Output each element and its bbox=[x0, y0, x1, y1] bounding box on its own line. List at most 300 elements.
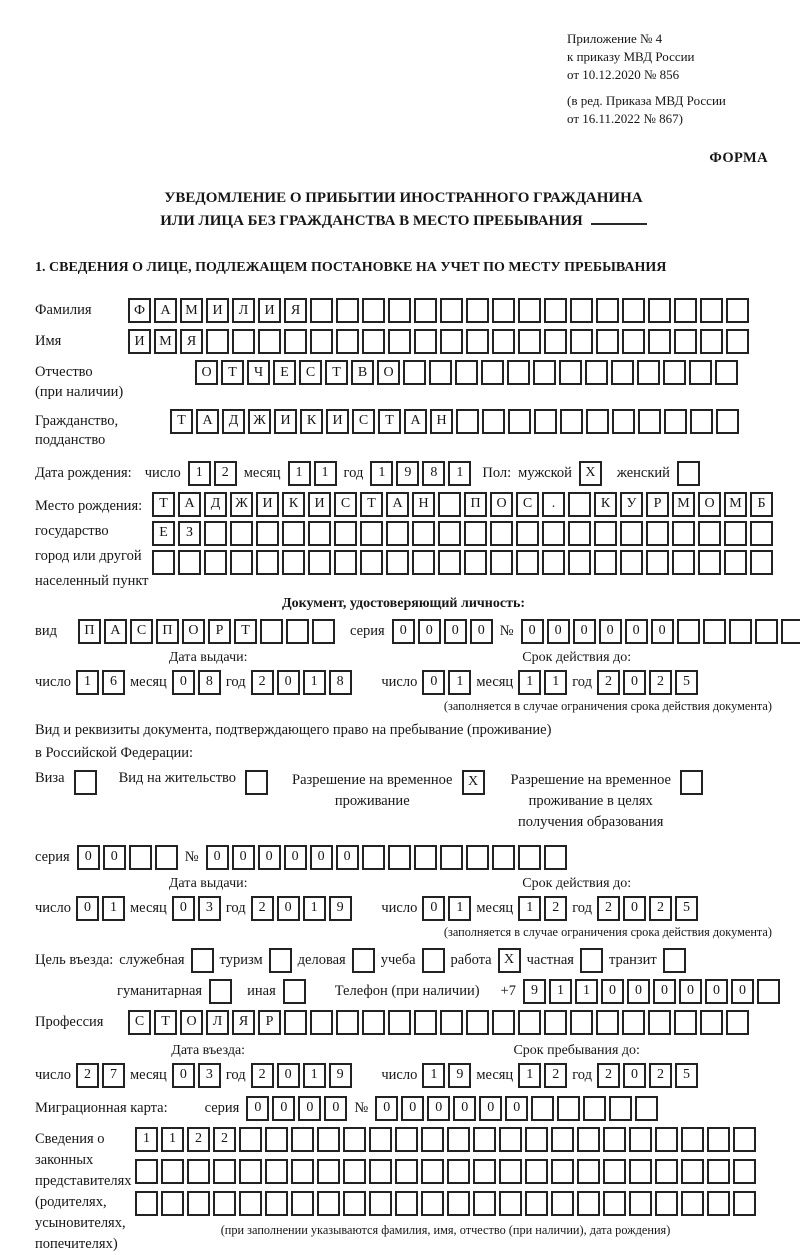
surname-cell-3[interactable]: М bbox=[180, 298, 203, 323]
legal-row2-cell-19[interactable] bbox=[603, 1159, 626, 1184]
birthplace-row3-cell-7[interactable] bbox=[308, 550, 331, 575]
surname-cell-7[interactable]: Я bbox=[284, 298, 307, 323]
entry-month-cell-2[interactable]: 3 bbox=[198, 1063, 221, 1088]
mig-number-cell-3[interactable]: 0 bbox=[427, 1096, 450, 1121]
birthplace-row2-cell-23[interactable] bbox=[724, 521, 747, 546]
doc-number-cell-7[interactable] bbox=[677, 619, 700, 644]
surname-cell-18[interactable] bbox=[570, 298, 593, 323]
doc-issue-year-cell-4[interactable]: 8 bbox=[329, 670, 352, 695]
legal-row3-cell-21[interactable] bbox=[655, 1191, 678, 1216]
doc-kind-cell-10[interactable] bbox=[312, 619, 335, 644]
profession-cell-10[interactable] bbox=[362, 1010, 385, 1035]
phone-number-cell-6[interactable]: 0 bbox=[653, 979, 676, 1004]
birthplace-row2-cell-10[interactable] bbox=[386, 521, 409, 546]
stay-year-cell-3[interactable]: 2 bbox=[649, 1063, 672, 1088]
legal-row2-cell-21[interactable] bbox=[655, 1159, 678, 1184]
legal-row1-cell-21[interactable] bbox=[655, 1127, 678, 1152]
legal-row1-cell-23[interactable] bbox=[707, 1127, 730, 1152]
legal-row3-cell-2[interactable] bbox=[161, 1191, 184, 1216]
temp-residence-education-checkbox[interactable] bbox=[680, 770, 703, 795]
legal-row1-cell-16[interactable] bbox=[525, 1127, 548, 1152]
birthplace-row1-cell-16[interactable]: . bbox=[542, 492, 565, 517]
legal-row2-cell-1[interactable] bbox=[135, 1159, 158, 1184]
doc-issue-day-cell-2[interactable]: 6 bbox=[102, 670, 125, 695]
doc-issue-year-cell-2[interactable]: 0 bbox=[277, 670, 300, 695]
legal-row2-cell-11[interactable] bbox=[395, 1159, 418, 1184]
stay-year-cell-1[interactable]: 2 bbox=[597, 1063, 620, 1088]
permit-number-cell-2[interactable]: 0 bbox=[232, 845, 255, 870]
legal-row2-cell-23[interactable] bbox=[707, 1159, 730, 1184]
given-name-cell-22[interactable] bbox=[674, 329, 697, 354]
temp-residence-checkbox[interactable]: X bbox=[462, 770, 485, 795]
birthplace-row1-cell-20[interactable]: Р bbox=[646, 492, 669, 517]
birthplace-row2-cell-18[interactable] bbox=[594, 521, 617, 546]
purpose-business-checkbox[interactable] bbox=[352, 948, 375, 973]
surname-cell-23[interactable] bbox=[700, 298, 723, 323]
citizenship-cell-1[interactable]: Т bbox=[170, 409, 193, 434]
profession-cell-7[interactable] bbox=[284, 1010, 307, 1035]
legal-row3-cell-17[interactable] bbox=[551, 1191, 574, 1216]
legal-row1-cell-12[interactable] bbox=[421, 1127, 444, 1152]
birthplace-row3-cell-23[interactable] bbox=[724, 550, 747, 575]
patronymic-cell-15[interactable] bbox=[559, 360, 582, 385]
birthplace-row1-cell-15[interactable]: С bbox=[516, 492, 539, 517]
given-name-cell-12[interactable] bbox=[414, 329, 437, 354]
citizenship-cell-7[interactable]: И bbox=[326, 409, 349, 434]
patronymic-cell-16[interactable] bbox=[585, 360, 608, 385]
citizenship-cell-15[interactable] bbox=[534, 409, 557, 434]
birthplace-row1-cell-5[interactable]: И bbox=[256, 492, 279, 517]
doc-series-cell-1[interactable]: 0 bbox=[392, 619, 415, 644]
given-name-cell-15[interactable] bbox=[492, 329, 515, 354]
permit-series-cell-1[interactable]: 0 bbox=[77, 845, 100, 870]
profession-cell-1[interactable]: С bbox=[128, 1010, 151, 1035]
permit-valid-month-cell-1[interactable]: 1 bbox=[518, 896, 541, 921]
purpose-humanitarian-checkbox[interactable] bbox=[209, 979, 232, 1004]
permit-issue-month-cell-1[interactable]: 0 bbox=[172, 896, 195, 921]
stay-day-cell-1[interactable]: 1 bbox=[422, 1063, 445, 1088]
given-name-cell-23[interactable] bbox=[700, 329, 723, 354]
permit-valid-day-cell-1[interactable]: 0 bbox=[422, 896, 445, 921]
entry-year-cell-3[interactable]: 1 bbox=[303, 1063, 326, 1088]
birthplace-row2-cell-3[interactable] bbox=[204, 521, 227, 546]
permit-issue-day-cell-2[interactable]: 1 bbox=[102, 896, 125, 921]
citizenship-cell-21[interactable] bbox=[690, 409, 713, 434]
given-name-cell-18[interactable] bbox=[570, 329, 593, 354]
birthplace-row2-cell-16[interactable] bbox=[542, 521, 565, 546]
mig-number-cell-5[interactable]: 0 bbox=[479, 1096, 502, 1121]
purpose-tourism-checkbox[interactable] bbox=[269, 948, 292, 973]
doc-kind-cell-2[interactable]: А bbox=[104, 619, 127, 644]
legal-row1-cell-14[interactable] bbox=[473, 1127, 496, 1152]
surname-cell-9[interactable] bbox=[336, 298, 359, 323]
legal-row2-cell-15[interactable] bbox=[499, 1159, 522, 1184]
legal-row2-cell-8[interactable] bbox=[317, 1159, 340, 1184]
doc-number-cell-11[interactable] bbox=[781, 619, 800, 644]
legal-row3-cell-14[interactable] bbox=[473, 1191, 496, 1216]
mig-number-cell-1[interactable]: 0 bbox=[375, 1096, 398, 1121]
legal-row3-cell-19[interactable] bbox=[603, 1191, 626, 1216]
surname-cell-5[interactable]: Л bbox=[232, 298, 255, 323]
doc-issue-year-cell-1[interactable]: 2 bbox=[251, 670, 274, 695]
doc-kind-cell-1[interactable]: П bbox=[78, 619, 101, 644]
given-name-cell-1[interactable]: И bbox=[128, 329, 151, 354]
citizenship-cell-8[interactable]: С bbox=[352, 409, 375, 434]
legal-row2-cell-18[interactable] bbox=[577, 1159, 600, 1184]
surname-cell-22[interactable] bbox=[674, 298, 697, 323]
stay-day-cell-2[interactable]: 9 bbox=[448, 1063, 471, 1088]
citizenship-cell-2[interactable]: А bbox=[196, 409, 219, 434]
birthplace-row2-cell-2[interactable]: З bbox=[178, 521, 201, 546]
patronymic-cell-3[interactable]: Ч bbox=[247, 360, 270, 385]
citizenship-cell-3[interactable]: Д bbox=[222, 409, 245, 434]
birthplace-row2-cell-15[interactable] bbox=[516, 521, 539, 546]
profession-cell-22[interactable] bbox=[674, 1010, 697, 1035]
given-name-cell-13[interactable] bbox=[440, 329, 463, 354]
mig-series-cell-4[interactable]: 0 bbox=[324, 1096, 347, 1121]
given-name-cell-8[interactable] bbox=[310, 329, 333, 354]
doc-valid-year-cell-1[interactable]: 2 bbox=[597, 670, 620, 695]
doc-kind-cell-7[interactable]: Т bbox=[234, 619, 257, 644]
legal-row3-cell-11[interactable] bbox=[395, 1191, 418, 1216]
legal-row3-cell-4[interactable] bbox=[213, 1191, 236, 1216]
birthplace-row1-cell-6[interactable]: К bbox=[282, 492, 305, 517]
birthplace-row2-cell-22[interactable] bbox=[698, 521, 721, 546]
birth-year-cell-2[interactable]: 9 bbox=[396, 461, 419, 486]
profession-cell-13[interactable] bbox=[440, 1010, 463, 1035]
patronymic-cell-6[interactable]: Т bbox=[325, 360, 348, 385]
birthplace-row1-cell-9[interactable]: Т bbox=[360, 492, 383, 517]
stay-year-cell-2[interactable]: 0 bbox=[623, 1063, 646, 1088]
birthplace-row2-cell-1[interactable]: Е bbox=[152, 521, 175, 546]
legal-row1-cell-5[interactable] bbox=[239, 1127, 262, 1152]
stay-month-cell-1[interactable]: 1 bbox=[518, 1063, 541, 1088]
birthplace-row1-cell-13[interactable]: П bbox=[464, 492, 487, 517]
given-name-cell-17[interactable] bbox=[544, 329, 567, 354]
permit-series-cell-3[interactable] bbox=[129, 845, 152, 870]
phone-number-cell-5[interactable]: 0 bbox=[627, 979, 650, 1004]
profession-cell-4[interactable]: Л bbox=[206, 1010, 229, 1035]
phone-number-cell-8[interactable]: 0 bbox=[705, 979, 728, 1004]
citizenship-cell-11[interactable]: Н bbox=[430, 409, 453, 434]
legal-row1-cell-20[interactable] bbox=[629, 1127, 652, 1152]
birthplace-row2-cell-7[interactable] bbox=[308, 521, 331, 546]
surname-cell-11[interactable] bbox=[388, 298, 411, 323]
given-name-cell-10[interactable] bbox=[362, 329, 385, 354]
doc-number-cell-5[interactable]: 0 bbox=[625, 619, 648, 644]
legal-row2-cell-12[interactable] bbox=[421, 1159, 444, 1184]
citizenship-cell-13[interactable] bbox=[482, 409, 505, 434]
birthplace-row3-cell-5[interactable] bbox=[256, 550, 279, 575]
legal-row1-cell-8[interactable] bbox=[317, 1127, 340, 1152]
profession-cell-9[interactable] bbox=[336, 1010, 359, 1035]
patronymic-cell-17[interactable] bbox=[611, 360, 634, 385]
legal-row2-cell-7[interactable] bbox=[291, 1159, 314, 1184]
birthplace-row3-cell-6[interactable] bbox=[282, 550, 305, 575]
doc-kind-cell-9[interactable] bbox=[286, 619, 309, 644]
profession-cell-6[interactable]: Р bbox=[258, 1010, 281, 1035]
legal-row1-cell-1[interactable]: 1 bbox=[135, 1127, 158, 1152]
patronymic-cell-10[interactable] bbox=[429, 360, 452, 385]
citizenship-cell-6[interactable]: К bbox=[300, 409, 323, 434]
legal-row3-cell-5[interactable] bbox=[239, 1191, 262, 1216]
legal-row1-cell-13[interactable] bbox=[447, 1127, 470, 1152]
profession-cell-2[interactable]: Т bbox=[154, 1010, 177, 1035]
legal-row3-cell-1[interactable] bbox=[135, 1191, 158, 1216]
mig-number-cell-10[interactable] bbox=[609, 1096, 632, 1121]
surname-cell-4[interactable]: И bbox=[206, 298, 229, 323]
surname-cell-15[interactable] bbox=[492, 298, 515, 323]
doc-kind-cell-4[interactable]: П bbox=[156, 619, 179, 644]
sex-female-checkbox[interactable] bbox=[677, 461, 700, 486]
birth-year-cell-1[interactable]: 1 bbox=[370, 461, 393, 486]
profession-cell-23[interactable] bbox=[700, 1010, 723, 1035]
birthplace-row3-cell-9[interactable] bbox=[360, 550, 383, 575]
birthplace-row2-cell-11[interactable] bbox=[412, 521, 435, 546]
surname-cell-20[interactable] bbox=[622, 298, 645, 323]
given-name-cell-11[interactable] bbox=[388, 329, 411, 354]
mig-series-cell-1[interactable]: 0 bbox=[246, 1096, 269, 1121]
permit-number-cell-8[interactable] bbox=[388, 845, 411, 870]
entry-year-cell-4[interactable]: 9 bbox=[329, 1063, 352, 1088]
birthplace-row1-cell-24[interactable]: Б bbox=[750, 492, 773, 517]
legal-row3-cell-18[interactable] bbox=[577, 1191, 600, 1216]
given-name-cell-19[interactable] bbox=[596, 329, 619, 354]
birthplace-row3-cell-16[interactable] bbox=[542, 550, 565, 575]
birthplace-row3-cell-17[interactable] bbox=[568, 550, 591, 575]
permit-issue-year-cell-1[interactable]: 2 bbox=[251, 896, 274, 921]
birthplace-row1-cell-12[interactable] bbox=[438, 492, 461, 517]
birthplace-row1-cell-1[interactable]: Т bbox=[152, 492, 175, 517]
patronymic-cell-19[interactable] bbox=[663, 360, 686, 385]
surname-cell-1[interactable]: Ф bbox=[128, 298, 151, 323]
birthplace-row3-cell-1[interactable] bbox=[152, 550, 175, 575]
mig-series-cell-2[interactable]: 0 bbox=[272, 1096, 295, 1121]
profession-cell-18[interactable] bbox=[570, 1010, 593, 1035]
doc-number-cell-4[interactable]: 0 bbox=[599, 619, 622, 644]
legal-row3-cell-23[interactable] bbox=[707, 1191, 730, 1216]
patronymic-cell-9[interactable] bbox=[403, 360, 426, 385]
permit-series-cell-4[interactable] bbox=[155, 845, 178, 870]
doc-number-cell-9[interactable] bbox=[729, 619, 752, 644]
phone-number-cell-3[interactable]: 1 bbox=[575, 979, 598, 1004]
permit-number-cell-7[interactable] bbox=[362, 845, 385, 870]
legal-row2-cell-5[interactable] bbox=[239, 1159, 262, 1184]
birthplace-row1-cell-23[interactable]: М bbox=[724, 492, 747, 517]
legal-row1-cell-7[interactable] bbox=[291, 1127, 314, 1152]
doc-series-cell-2[interactable]: 0 bbox=[418, 619, 441, 644]
citizenship-cell-20[interactable] bbox=[664, 409, 687, 434]
permit-issue-day-cell-1[interactable]: 0 bbox=[76, 896, 99, 921]
profession-cell-16[interactable] bbox=[518, 1010, 541, 1035]
given-name-cell-6[interactable] bbox=[258, 329, 281, 354]
permit-number-cell-5[interactable]: 0 bbox=[310, 845, 333, 870]
patronymic-cell-7[interactable]: В bbox=[351, 360, 374, 385]
profession-cell-20[interactable] bbox=[622, 1010, 645, 1035]
birthplace-row2-cell-21[interactable] bbox=[672, 521, 695, 546]
permit-number-cell-14[interactable] bbox=[544, 845, 567, 870]
birthplace-row1-cell-17[interactable] bbox=[568, 492, 591, 517]
patronymic-cell-20[interactable] bbox=[689, 360, 712, 385]
legal-row1-cell-18[interactable] bbox=[577, 1127, 600, 1152]
citizenship-cell-9[interactable]: Т bbox=[378, 409, 401, 434]
legal-row3-cell-3[interactable] bbox=[187, 1191, 210, 1216]
birthplace-row2-cell-9[interactable] bbox=[360, 521, 383, 546]
purpose-private-checkbox[interactable] bbox=[580, 948, 603, 973]
legal-row2-cell-16[interactable] bbox=[525, 1159, 548, 1184]
citizenship-cell-14[interactable] bbox=[508, 409, 531, 434]
surname-cell-12[interactable] bbox=[414, 298, 437, 323]
entry-day-cell-2[interactable]: 7 bbox=[102, 1063, 125, 1088]
birthplace-row2-cell-4[interactable] bbox=[230, 521, 253, 546]
patronymic-cell-5[interactable]: С bbox=[299, 360, 322, 385]
given-name-cell-2[interactable]: М bbox=[154, 329, 177, 354]
phone-number-cell-7[interactable]: 0 bbox=[679, 979, 702, 1004]
given-name-cell-4[interactable] bbox=[206, 329, 229, 354]
mig-number-cell-2[interactable]: 0 bbox=[401, 1096, 424, 1121]
birthplace-row3-cell-13[interactable] bbox=[464, 550, 487, 575]
legal-row1-cell-6[interactable] bbox=[265, 1127, 288, 1152]
stay-year-cell-4[interactable]: 5 bbox=[675, 1063, 698, 1088]
birthplace-row2-cell-24[interactable] bbox=[750, 521, 773, 546]
legal-row2-cell-4[interactable] bbox=[213, 1159, 236, 1184]
purpose-official-checkbox[interactable] bbox=[191, 948, 214, 973]
patronymic-cell-18[interactable] bbox=[637, 360, 660, 385]
given-name-cell-3[interactable]: Я bbox=[180, 329, 203, 354]
doc-series-cell-3[interactable]: 0 bbox=[444, 619, 467, 644]
birthplace-row2-cell-14[interactable] bbox=[490, 521, 513, 546]
permit-issue-year-cell-2[interactable]: 0 bbox=[277, 896, 300, 921]
legal-row1-cell-22[interactable] bbox=[681, 1127, 704, 1152]
doc-issue-year-cell-3[interactable]: 1 bbox=[303, 670, 326, 695]
birthplace-row1-cell-7[interactable]: И bbox=[308, 492, 331, 517]
entry-year-cell-1[interactable]: 2 bbox=[251, 1063, 274, 1088]
permit-valid-month-cell-2[interactable]: 2 bbox=[544, 896, 567, 921]
doc-number-cell-10[interactable] bbox=[755, 619, 778, 644]
profession-cell-12[interactable] bbox=[414, 1010, 437, 1035]
phone-number-cell-1[interactable]: 9 bbox=[523, 979, 546, 1004]
birthplace-row1-cell-22[interactable]: О bbox=[698, 492, 721, 517]
profession-cell-3[interactable]: О bbox=[180, 1010, 203, 1035]
legal-row2-cell-10[interactable] bbox=[369, 1159, 392, 1184]
surname-cell-16[interactable] bbox=[518, 298, 541, 323]
birthplace-row3-cell-18[interactable] bbox=[594, 550, 617, 575]
doc-kind-cell-8[interactable] bbox=[260, 619, 283, 644]
purpose-transit-checkbox[interactable] bbox=[663, 948, 686, 973]
birthplace-row3-cell-14[interactable] bbox=[490, 550, 513, 575]
doc-valid-day-cell-2[interactable]: 1 bbox=[448, 670, 471, 695]
birthplace-row1-cell-21[interactable]: М bbox=[672, 492, 695, 517]
birthplace-row1-cell-3[interactable]: Д bbox=[204, 492, 227, 517]
permit-issue-year-cell-3[interactable]: 1 bbox=[303, 896, 326, 921]
birthplace-row2-cell-19[interactable] bbox=[620, 521, 643, 546]
surname-cell-17[interactable] bbox=[544, 298, 567, 323]
legal-row3-cell-9[interactable] bbox=[343, 1191, 366, 1216]
legal-row2-cell-20[interactable] bbox=[629, 1159, 652, 1184]
birthplace-row1-cell-14[interactable]: О bbox=[490, 492, 513, 517]
mig-number-cell-8[interactable] bbox=[557, 1096, 580, 1121]
doc-issue-month-cell-1[interactable]: 0 bbox=[172, 670, 195, 695]
doc-number-cell-1[interactable]: 0 bbox=[521, 619, 544, 644]
legal-row1-cell-3[interactable]: 2 bbox=[187, 1127, 210, 1152]
legal-row2-cell-17[interactable] bbox=[551, 1159, 574, 1184]
patronymic-cell-21[interactable] bbox=[715, 360, 738, 385]
legal-row3-cell-10[interactable] bbox=[369, 1191, 392, 1216]
doc-number-cell-2[interactable]: 0 bbox=[547, 619, 570, 644]
birthplace-row2-cell-8[interactable] bbox=[334, 521, 357, 546]
permit-issue-year-cell-4[interactable]: 9 bbox=[329, 896, 352, 921]
birth-month-cell-2[interactable]: 1 bbox=[314, 461, 337, 486]
permit-number-cell-9[interactable] bbox=[414, 845, 437, 870]
residence-permit-checkbox[interactable] bbox=[245, 770, 268, 795]
birthplace-row3-cell-20[interactable] bbox=[646, 550, 669, 575]
birthplace-row3-cell-22[interactable] bbox=[698, 550, 721, 575]
patronymic-cell-14[interactable] bbox=[533, 360, 556, 385]
birth-year-cell-3[interactable]: 8 bbox=[422, 461, 445, 486]
given-name-cell-5[interactable] bbox=[232, 329, 255, 354]
citizenship-cell-5[interactable]: И bbox=[274, 409, 297, 434]
legal-row3-cell-8[interactable] bbox=[317, 1191, 340, 1216]
citizenship-cell-12[interactable] bbox=[456, 409, 479, 434]
given-name-cell-24[interactable] bbox=[726, 329, 749, 354]
legal-row1-cell-19[interactable] bbox=[603, 1127, 626, 1152]
given-name-cell-14[interactable] bbox=[466, 329, 489, 354]
birthplace-row3-cell-2[interactable] bbox=[178, 550, 201, 575]
phone-number-cell-10[interactable] bbox=[757, 979, 780, 1004]
doc-number-cell-6[interactable]: 0 bbox=[651, 619, 674, 644]
mig-number-cell-4[interactable]: 0 bbox=[453, 1096, 476, 1121]
mig-number-cell-7[interactable] bbox=[531, 1096, 554, 1121]
profession-cell-19[interactable] bbox=[596, 1010, 619, 1035]
legal-row2-cell-9[interactable] bbox=[343, 1159, 366, 1184]
legal-row2-cell-3[interactable] bbox=[187, 1159, 210, 1184]
birthplace-row1-cell-8[interactable]: С bbox=[334, 492, 357, 517]
surname-cell-14[interactable] bbox=[466, 298, 489, 323]
legal-row1-cell-2[interactable]: 1 bbox=[161, 1127, 184, 1152]
doc-kind-cell-3[interactable]: С bbox=[130, 619, 153, 644]
phone-number-cell-9[interactable]: 0 bbox=[731, 979, 754, 1004]
birth-year-cell-4[interactable]: 1 bbox=[448, 461, 471, 486]
legal-row3-cell-7[interactable] bbox=[291, 1191, 314, 1216]
birthplace-row3-cell-12[interactable] bbox=[438, 550, 461, 575]
profession-cell-21[interactable] bbox=[648, 1010, 671, 1035]
patronymic-cell-8[interactable]: О bbox=[377, 360, 400, 385]
birthplace-row3-cell-11[interactable] bbox=[412, 550, 435, 575]
birthplace-row3-cell-10[interactable] bbox=[386, 550, 409, 575]
doc-valid-year-cell-2[interactable]: 0 bbox=[623, 670, 646, 695]
birthplace-row3-cell-8[interactable] bbox=[334, 550, 357, 575]
permit-number-cell-3[interactable]: 0 bbox=[258, 845, 281, 870]
doc-valid-month-cell-2[interactable]: 1 bbox=[544, 670, 567, 695]
entry-day-cell-1[interactable]: 2 bbox=[76, 1063, 99, 1088]
citizenship-cell-10[interactable]: А bbox=[404, 409, 427, 434]
legal-row1-cell-4[interactable]: 2 bbox=[213, 1127, 236, 1152]
surname-cell-21[interactable] bbox=[648, 298, 671, 323]
doc-valid-month-cell-1[interactable]: 1 bbox=[518, 670, 541, 695]
birthplace-row3-cell-15[interactable] bbox=[516, 550, 539, 575]
citizenship-cell-18[interactable] bbox=[612, 409, 635, 434]
permit-valid-year-cell-3[interactable]: 2 bbox=[649, 896, 672, 921]
mig-number-cell-11[interactable] bbox=[635, 1096, 658, 1121]
doc-number-cell-3[interactable]: 0 bbox=[573, 619, 596, 644]
surname-cell-10[interactable] bbox=[362, 298, 385, 323]
birthplace-row3-cell-19[interactable] bbox=[620, 550, 643, 575]
given-name-cell-21[interactable] bbox=[648, 329, 671, 354]
surname-cell-24[interactable] bbox=[726, 298, 749, 323]
permit-number-cell-6[interactable]: 0 bbox=[336, 845, 359, 870]
legal-row3-cell-15[interactable] bbox=[499, 1191, 522, 1216]
sex-male-checkbox[interactable]: X bbox=[579, 461, 602, 486]
